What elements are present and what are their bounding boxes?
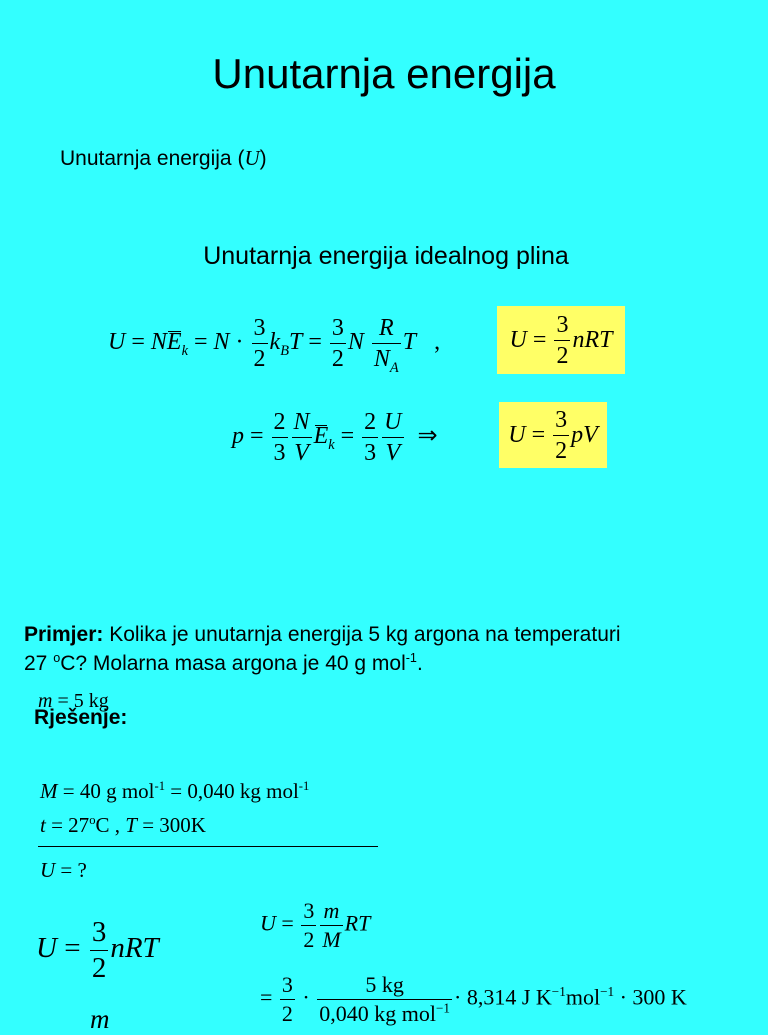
intro-line — [60, 146, 267, 171]
unknown-U: U = ? — [40, 858, 87, 882]
section-subtitle: Unutarnja energija idealnog plina — [203, 242, 569, 270]
given-temperature: $t = 27^oC$ , T = 300K — [40, 813, 206, 837]
intro-symbol: U — [244, 146, 260, 170]
intro-text: Unutarnja energija ( — [60, 147, 245, 170]
fraction-3-2: $\frac{3}{2}$ — [253, 315, 266, 372]
example-text: Primjer: Kolika je unutarnja energija 5 kg argona na temperaturi 27 $^o$C? Molarna masa argona je 40 g mol$^{-1}$. — [24, 623, 621, 675]
given-values — [40, 774, 309, 842]
formula-next-m: m — [90, 1004, 110, 1034]
equation-pressure: p = $\frac{2}{3}$ $\frac{N}{V}$ $E_k$ = $\frac{2}{3}$ $\frac{U}{V}$ ⇒ — [232, 409, 438, 466]
derivation-step1: U = $\frac{3}{2}$ $\frac{m}{M}$ RT — [260, 898, 371, 952]
intro-close: ) — [259, 147, 267, 170]
implies-arrow: ⇒ — [417, 423, 438, 450]
highlight-formula-pv: U = $\frac{3}{2}$ pV — [499, 402, 607, 468]
fraction-R-NA: $\frac{R}{N_A}$ — [373, 315, 399, 376]
formula-U-nRT-large: U = $\frac{3}{2}$ nRT — [36, 916, 159, 984]
equation-internal-energy: $U = NE_k = N$ · $\frac{3}{2}$ $k_BT$ = $\frac{3}{2}$ N $\frac{R}{N_A}$ T , — [108, 315, 441, 376]
example-label: Primjer: — [24, 623, 104, 646]
page-title: Unutarnja energija — [212, 50, 556, 97]
highlight-formula-nrt: U = $\frac{3}{2}$ nRT — [497, 306, 625, 374]
given-molar-mass: M = 40 g mol$^{-1}$ = 0,040 kg mol$^{-1}$ — [40, 779, 310, 803]
given-mass: m = 5 kg — [38, 690, 109, 712]
given-divider — [38, 846, 378, 847]
fraction-3-2: $\frac{3}{2}$ — [331, 315, 344, 372]
solution-label: Rješenje: — [34, 706, 128, 729]
derivation-step2: = $\frac{3}{2}$ · $\frac{5 kg}{0,040 kg mol^{-1}}$ · 8,314 J $K^{-1}mol^{-1} \cdot 300$ K — [260, 972, 687, 1026]
